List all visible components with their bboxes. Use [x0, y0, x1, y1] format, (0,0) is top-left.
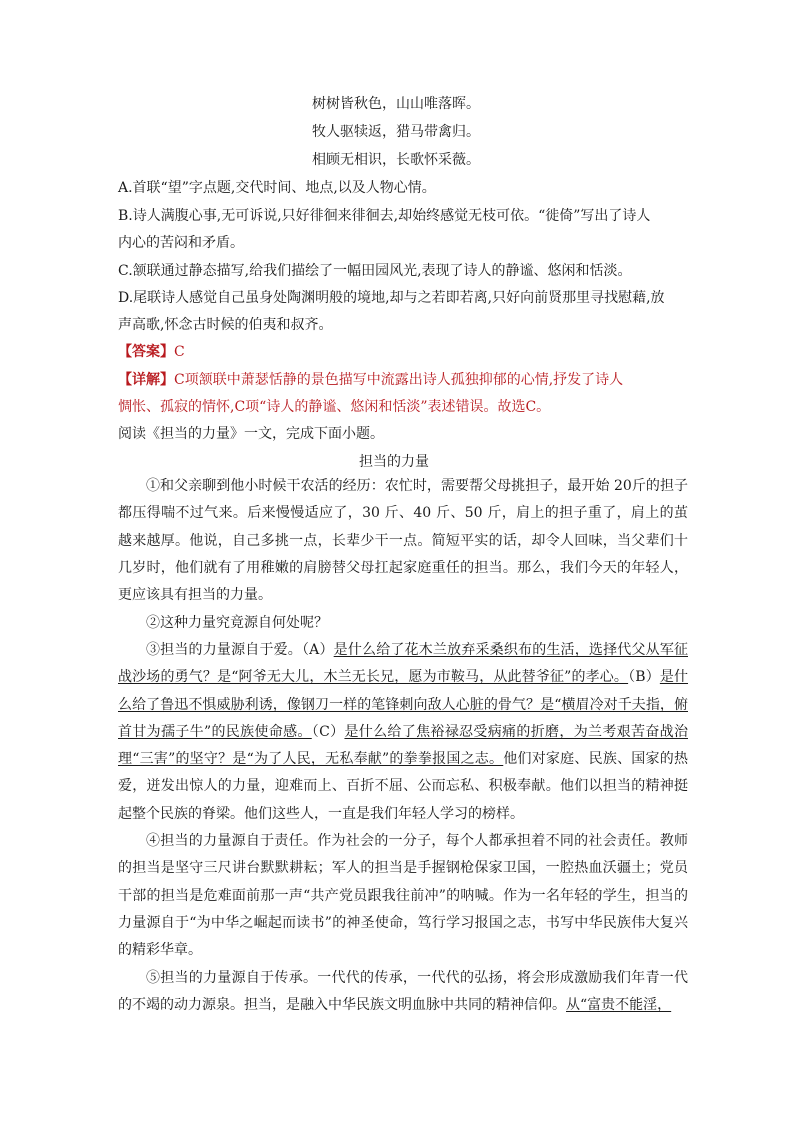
poem-line-2: 牧人驱犊返，猎马带禽归。	[312, 124, 480, 140]
paragraph-5-text: ⑤担当的力量源自于传承。一代代的传承，一代代的弘扬，将会形成激励我们年青一代的不竭的动力源泉。担当，是融入中华民族文明血脉中共同的精神信仰。	[118, 970, 688, 1014]
paragraph-1: ①和父亲聊到他小时候干农活的经历：农忙时，需要帮父母挑担子，最开始 20斤的担子都压得喘不过气来。后来慢慢适应了，30 斤、40 斤、50 斤，肩上的担子重了，肩上的茧越来越厚。他说，自己多挑一点，长辈少干一点。简短平实的话，却令人回味，当父辈们十几岁时，他们就有了用稚嫩的肩膀替父母扛起家庭重任的担当。那么，我们今天的年轻人，更应该具有担当的力量。	[118, 478, 688, 604]
option-d-line-2: 声高歌,怀念古时候的伯夷和叔齐。	[118, 317, 333, 333]
paragraph-3-tail: 他们对家庭、民族、国家的热爱，迸发出惊人的力量，迎难而上、百折不屈、公而忘私、积极奉献。他们以担当的精神挺起整个民族的脊梁。他们这些人，一直是我们年轻人学习的榜样。	[118, 751, 688, 822]
article-title: 担当的力量	[359, 454, 429, 470]
reading-instruction: 阅读《担当的力量》一文，完成下面小题。	[118, 426, 384, 442]
option-b-line-1: B.诗人满腹心事,无可诉说,只好徘徊来徘徊去,却始终感觉无枝可依。“徙倚”写出了诗人	[118, 208, 651, 224]
option-b-line-2: 内心的苦闷和矛盾。	[118, 235, 244, 251]
explanation-line-1	[118, 366, 688, 394]
paragraph-3-sentence-c: 是什么给了焦裕禄忍受病痛的折磨，为兰考艰苦奋战治理“三害”的坚守？是“为了人民，无私奉献”的拳拳报国之志。	[118, 723, 688, 768]
option-d-line-1: D.尾联诗人感觉自己虽身处陶渊明般的境地,却与之若即若离,只好向前贤那里寻找慰藉,放	[118, 290, 665, 306]
paragraph-2: ②这种力量究竟源自何处呢？	[146, 615, 328, 631]
explanation-line-2: 惆怅、孤寂的情怀,C项“诗人的静谧、悠闲和恬淡”表述错误。故选C。	[118, 399, 551, 415]
explanation-label: 【详解】	[118, 372, 174, 388]
poem-line-3: 相顾无相识，长歌怀采薇。	[312, 152, 480, 168]
paragraph-3-sentence-a: 是什么给了花木兰放弃采桑织布的生活，选择代父从军征战沙场的勇气？是“阿爷无大儿，木兰无长兄，愿为市鞍马，从此替爷征”的孝心。	[118, 642, 688, 686]
paragraph-3-marker-b: （B）	[628, 669, 660, 686]
paragraph-3-lead: ③担当的力量源自于爱。（A）	[146, 642, 334, 658]
option-a: A.首联“望”字点题,交代时间、地点,以及人物心情。	[118, 180, 436, 196]
explanation-text-1: C项颔联中萧瑟恬静的景色描写中流露出诗人孤独抑郁的心情,抒发了诗人	[174, 372, 624, 388]
paragraph-5-underlined: 从“富贵不能淫，	[566, 997, 672, 1014]
option-c: C.颔联通过静态描写,给我们描绘了一幅田园风光,表现了诗人的静谧、悠闲和恬淡。	[118, 263, 632, 279]
paragraph-3-sentence-b: 是什么给了鲁迅不惧威胁利诱，像钢刀一样的笔锋刺向敌人心脏的骨气？是“横眉冷对千夫指，俯首甘为孺子牛”的民族使命感。	[118, 669, 689, 740]
paragraph-3	[118, 637, 688, 828]
paragraph-3-marker-c: （C）	[311, 723, 345, 740]
paragraph-4: ④担当的力量源自于责任。作为社会的一分子，每个人都承担着不同的社会责任。教师的担当是坚守三尺讲台默默耕耘；军人的担当是手握钢枪保家卫国，一腔热血沃疆土；党员干部的担当是危难面前那一声“共产党员跟我往前冲”的呐喊。作为一名年轻的学生，担当的力量源自于“为中华之崛起而读书”的神圣使命，笃行学习报国之志，书写中华民族伟大复兴的精彩华章。	[118, 833, 688, 959]
answer-row	[118, 338, 688, 366]
poem-line-1: 树树皆秋色，山山唯落晖。	[312, 96, 480, 112]
answer-value: C	[174, 344, 185, 360]
answer-label: 【答案】	[118, 344, 174, 360]
paragraph-5	[118, 965, 688, 1020]
